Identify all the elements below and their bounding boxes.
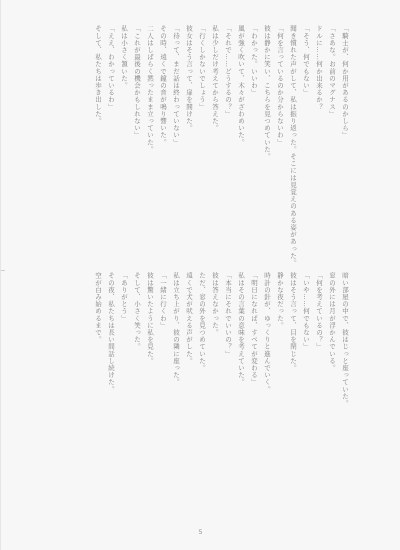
page-number: 5	[198, 529, 203, 536]
text-line: 空が白み始めるまで。	[94, 272, 102, 343]
lower-text-block	[93, 272, 348, 517]
text-line: ただ、窓の外を見つめていた。	[198, 272, 206, 372]
text-line: 聞き慣れた声がして、私は振り返った。そこには見覚えのある姿があった。	[289, 25, 297, 267]
text-line: 「行くしかないでしょう」	[198, 25, 206, 111]
text-line: 遠くで犬が吠える声がした。	[185, 272, 193, 365]
text-line: その夜、私たちは長い間話し続けた。	[107, 272, 115, 393]
text-line: 彼は答えなかった。	[211, 272, 219, 336]
text-line: 「わかった。いいわ」	[250, 25, 258, 96]
text-line: 彼はそう言って、目を閉じた。	[289, 272, 297, 372]
text-line: 「そう、何でもない」	[302, 25, 310, 96]
text-line: 風が強く吹いて、木々がざわめいた。	[237, 25, 245, 146]
text-line: 暗い部屋の中で、彼はじっと座っていた。	[341, 272, 349, 407]
text-line: 「明日になれば、すべてが変わる」	[250, 272, 258, 386]
text-line: 「ありがとう」	[120, 272, 128, 322]
text-line: 「何を言っているのか分からないわ」	[276, 25, 284, 146]
text-line: 「騎士が、何か用があるのかしら」	[341, 25, 349, 139]
text-line: 時計の針が、ゆっくりと進んでいく。	[263, 272, 271, 393]
text-line: ドルに……何か出来るか？	[315, 25, 323, 111]
binding-mark	[1, 270, 5, 271]
text-line: 彼は驚いたように私を見た。	[146, 272, 154, 365]
text-line: その時、遠くで鐘の音が鳴り響いた。	[159, 25, 167, 146]
text-line: 「待って、まだ話は終わっていない」	[172, 25, 180, 146]
text-line: 「本当にそれでいいの？」	[224, 272, 232, 358]
text-line: 私は小さく頷いた。	[120, 25, 128, 89]
text-line: そして、私たちは歩き出した。	[94, 25, 102, 125]
text-line: 「これが最後の機会かもしれない」	[133, 25, 141, 139]
text-line: 「いや……何でもない」	[302, 272, 310, 351]
upper-text-block	[93, 25, 349, 267]
text-line: 二人はしばらく黙ったまま立っていた。	[146, 25, 154, 153]
text-line: 彼は静かに笑い、こちらを見つめていた。	[263, 25, 271, 160]
text-line: 「一緒に行くわ」	[159, 272, 167, 329]
text-line: 「さあな。お前のマグナス」	[328, 25, 336, 118]
text-line: 私は立ち上がり、彼の隣に座った。	[172, 272, 180, 386]
text-line: そして、小さく笑った。	[133, 272, 141, 351]
text-line: 窓の外には月が浮かんでいる。	[328, 272, 336, 372]
text-line: 「ええ、わかっているわ」	[107, 25, 115, 111]
text-line: 私はその言葉の意味を考えていた。	[237, 272, 245, 386]
text-line: 彼女はそう言って、扉を開けた。	[185, 25, 193, 132]
text-line: 私は少しだけ考えてから答えた。	[211, 25, 219, 132]
text-line: 「それで……どうするの？」	[224, 25, 232, 118]
text-line: 「何を考えているの？」	[315, 272, 323, 351]
text-line: 静かな夜だった。	[276, 272, 284, 329]
